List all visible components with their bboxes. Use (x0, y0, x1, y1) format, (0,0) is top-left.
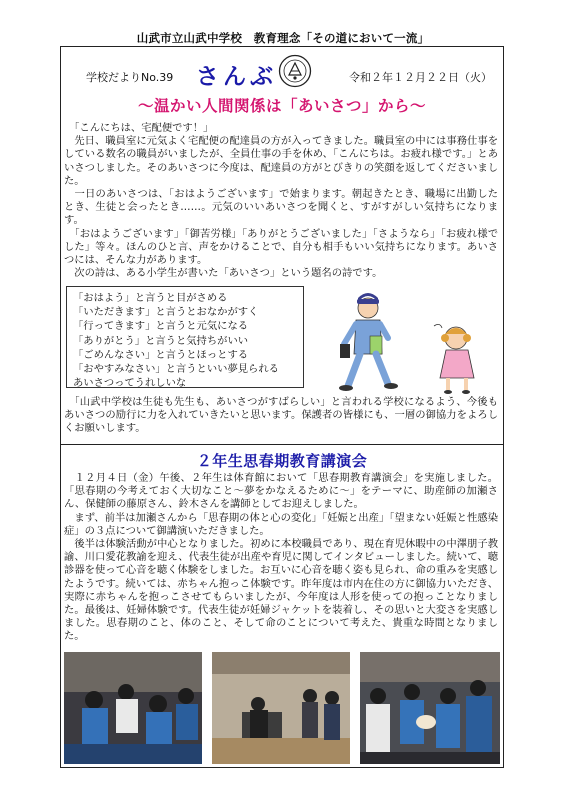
poem-line: あいさつってうれしいな (73, 377, 187, 390)
poem-line: 「おやすみなさい」と言うといい夢見られる (73, 363, 279, 376)
photo (360, 652, 500, 764)
school-motto-line: 山武市立山武中学校 教育理念「その道において一流」 (136, 31, 430, 45)
photo (64, 652, 202, 764)
child-figure (434, 324, 474, 394)
issue-number: 学校だよりNo.39 (86, 71, 174, 84)
section-divider (60, 444, 504, 445)
greeting-headline: ～温かい人間関係は「あいさつ」から～ (137, 97, 426, 115)
lecture-body-text: １２月４日（金）午後、２年生は体育館において「思春期教育講演会」を実施しました。「思春期の今考えておく大切なこと～夢をかなえるために～」をテーマに、助産師の加瀬さん、保健師の藤原さん、鈴木さんを講師としてお迎えしました。 まず、前半は加瀬さんから「思春期の体と心の変化」「妊娠と出産」「望まない妊娠と性感染症」の３点について御講演いただきました。 後半は体験活動が中心となりました。初めに本校職員であり、現在育児休暇中の中澤朋子教諭、川口愛花教諭を迎え、代表生徒が出産や育児に関してインタビューしました。続いて、聴診器を使って心音を聴く体験をしました。お互いに心音を聴く姿も見られ、命の重みを実感したようです。続いては、赤ちゃん抱っこ体験です。昨年度は市内在住の方に御協力いただき、実際に赤ちゃんを抱っこさせてもらいましたが、今年度は人形を使っての抱っことなりました。最後は、妊婦体験です。代表生徒が妊婦ジャケットを装着し、その思いと大変さを実感しました。思春期のこと、体のこと、そして命のことについて考えた、貴重な時間となりました。 (64, 472, 498, 643)
photo (212, 652, 350, 764)
poem-line: 「ごめんなさい」と言うとほっとする (73, 348, 249, 361)
poem-line: 「ありがとう」と言うと気持ちがいい (73, 334, 249, 347)
greeting-closing-text: 「山武中学校は生徒も先生も、あいさつがすばらしい」と言われる学校になるよう、今後もあいさつの励行に力を入れていきたいと思います。保護者の皆様にも、一層の御協力をよろしくお願いします。 (64, 396, 498, 435)
masthead (66, 60, 498, 92)
greeting-illustration (316, 286, 502, 396)
greeting-intro-text: 「こんにちは、宅配便です！」 先日、職員室に元気よく宅配便の配達員の方が入ってきました。職員室の中には事務仕事をしている数名の職員がいましたが、全員仕事の手を休め、「こんにちは。お疲れ様です。」とあいさつしました。そのあいさつに今度は、配達員の方がとびきりの笑顔を返してくださいました。 一日のあいさつは、「おはようございます」で始まります。朝起きたとき、職場に出勤したとき、生徒と会ったとき……。元気のいいあいさつを聞くと、すがすがしい気持ちになります。 「おはようございます」「御苦労様」「ありがとうございました」「さようなら」「お疲れ様でした」等々。ほんのひと言、声をかけることで、自分も相手もいい気持ちになります。あいさつには、そんな力があります。 次の詩は、ある小学生が書いた「あいさつ」という題名の詩です。 (64, 122, 498, 280)
greeting-poem-box (66, 286, 304, 388)
issue-date: 令和２年１２月２２日（火） (349, 71, 492, 84)
poem-line: 「行ってきます」と言うと元気になる (73, 320, 249, 333)
lecture-headline: ２年生思春期教育講演会 (196, 452, 368, 470)
poem-line: 「いただきます」と言うとおなかがすく (73, 306, 259, 319)
school-seal-icon (278, 54, 312, 88)
delivery-person-figure (339, 293, 398, 391)
poem-line: 「おはよう」と言うと目がさめる (73, 292, 228, 304)
newsletter-title: さんぶ (196, 64, 277, 90)
